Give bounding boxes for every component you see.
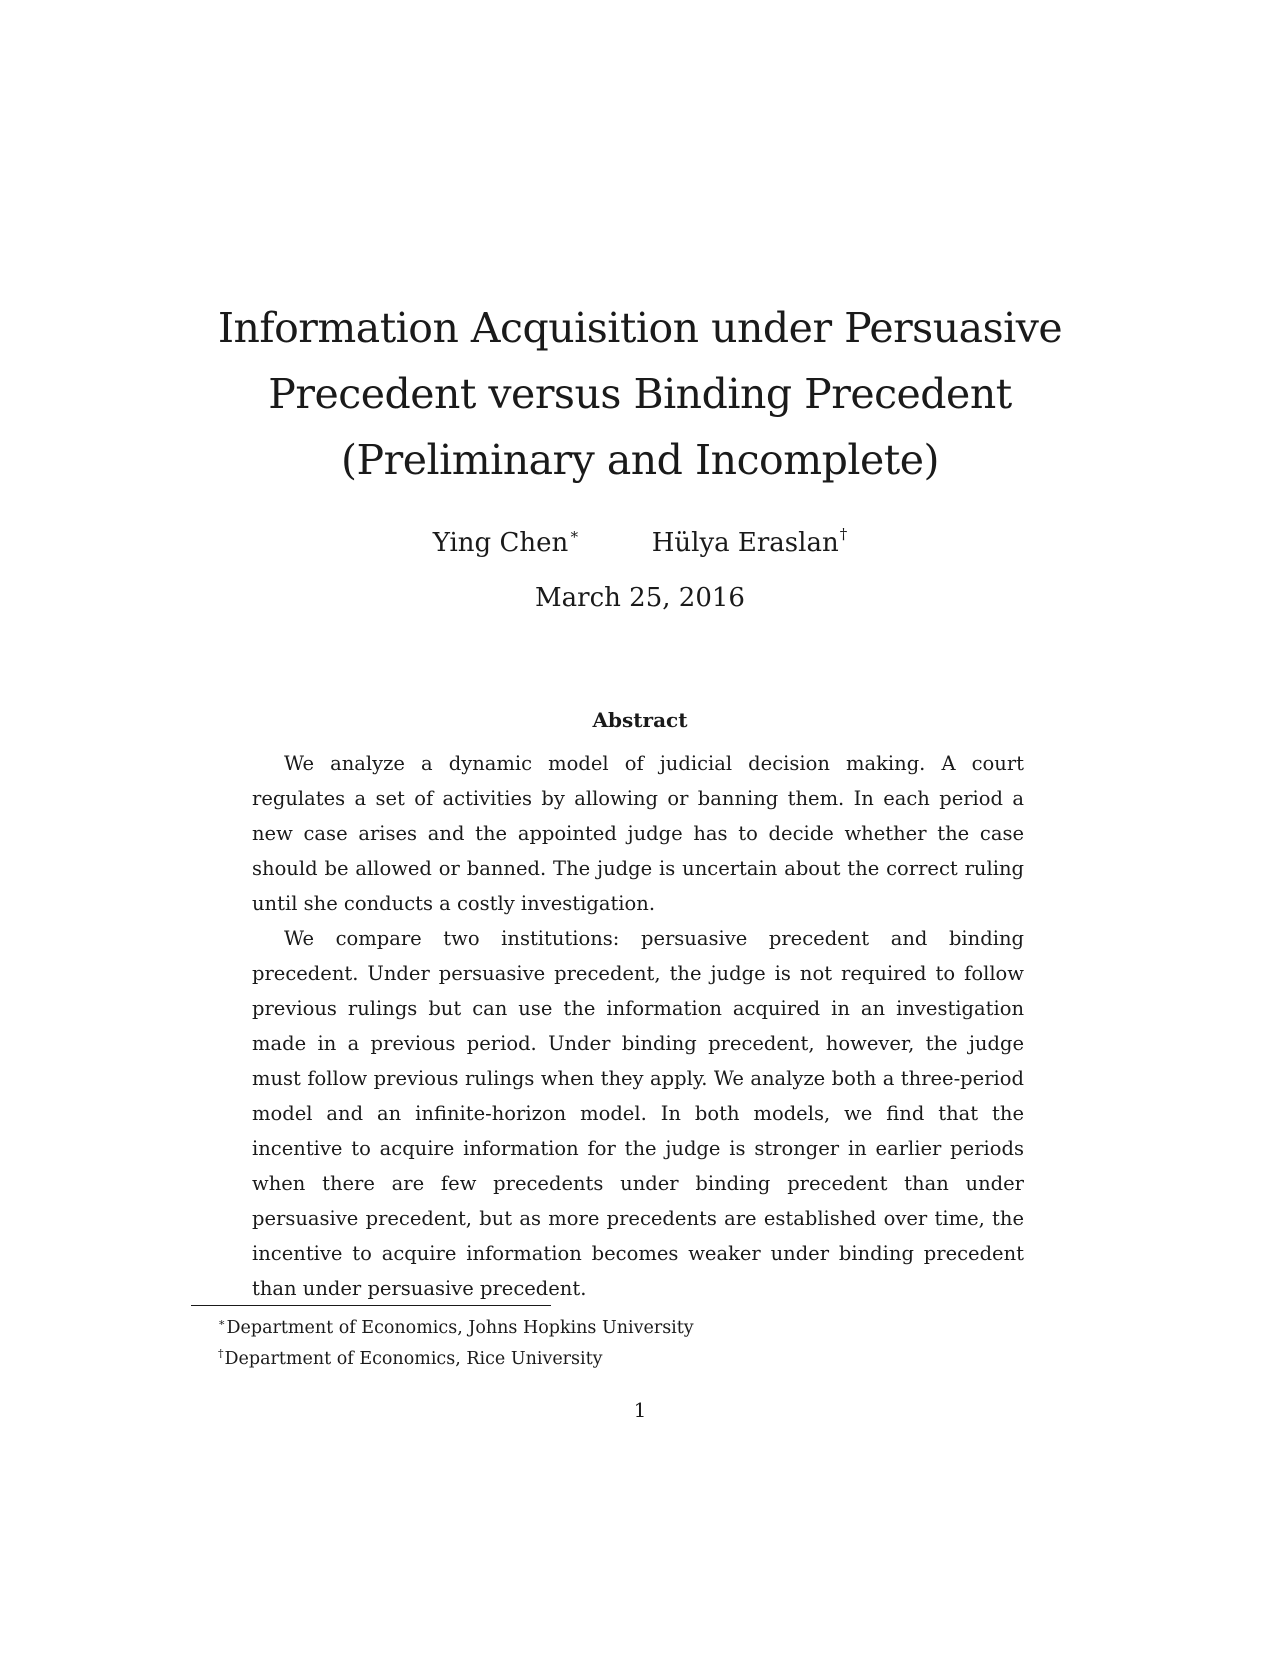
footnote — [218, 1341, 1078, 1372]
title-line: Information Acquisition under Persuasive — [217, 304, 1063, 352]
author-footnote-mark: ∗ — [569, 525, 580, 543]
title-line: (Preliminary and Incomplete) — [341, 436, 939, 484]
page-number: 1 — [633, 1398, 647, 1422]
footnote-divider — [191, 1305, 551, 1306]
abstract-body — [252, 746, 1024, 1306]
publication-date: March 25, 2016 — [535, 583, 745, 613]
author-list — [200, 517, 1080, 560]
footnote-mark: † — [218, 1347, 224, 1360]
author — [433, 517, 580, 560]
footnotes — [218, 1310, 1078, 1372]
abstract-heading: Abstract — [592, 708, 688, 732]
footnote-text: Department of Economics, Rice University — [224, 1349, 603, 1369]
author-name: Ying Chen — [432, 528, 569, 558]
abstract-paragraph: We compare two institutions: persuasive precedent and binding precedent. Under persuasive precedent, the judge is not required to follow previous rulings but can use the information acquired in an investigation made in a previous period. Under binding precedent, however, the judge must follow previous rulings when they apply. We analyze both a three-period model and an infinite-horizon model. In both models, we find that the incentive to acquire information for the judge is stronger in earlier periods when there are few precedents under binding precedent than under persuasive precedent, but as more precedents are established over time, the incentive to acquire information becomes weaker under binding precedent than under persuasive precedent. — [252, 927, 1024, 1300]
paper-title — [200, 295, 1080, 493]
abstract-paragraph: We analyze a dynamic model of judicial decision making. A court regulates a set of activities by allowing or banning them. In each period a new case arises and the appointed judge has to decide whether the case should be allowed or banned. The judge is uncertain about the correct ruling until she conducts a costly investigation. — [252, 752, 1024, 915]
footnote-mark: ∗ — [218, 1316, 226, 1329]
author — [652, 517, 848, 560]
title-line: Precedent versus Binding Precedent — [268, 370, 1012, 418]
author-name: Hülya Eraslan — [651, 528, 839, 558]
footnote-text: Department of Economics, Johns Hopkins University — [226, 1318, 694, 1338]
author-footnote-mark: † — [839, 525, 848, 543]
footnote — [218, 1310, 1078, 1341]
